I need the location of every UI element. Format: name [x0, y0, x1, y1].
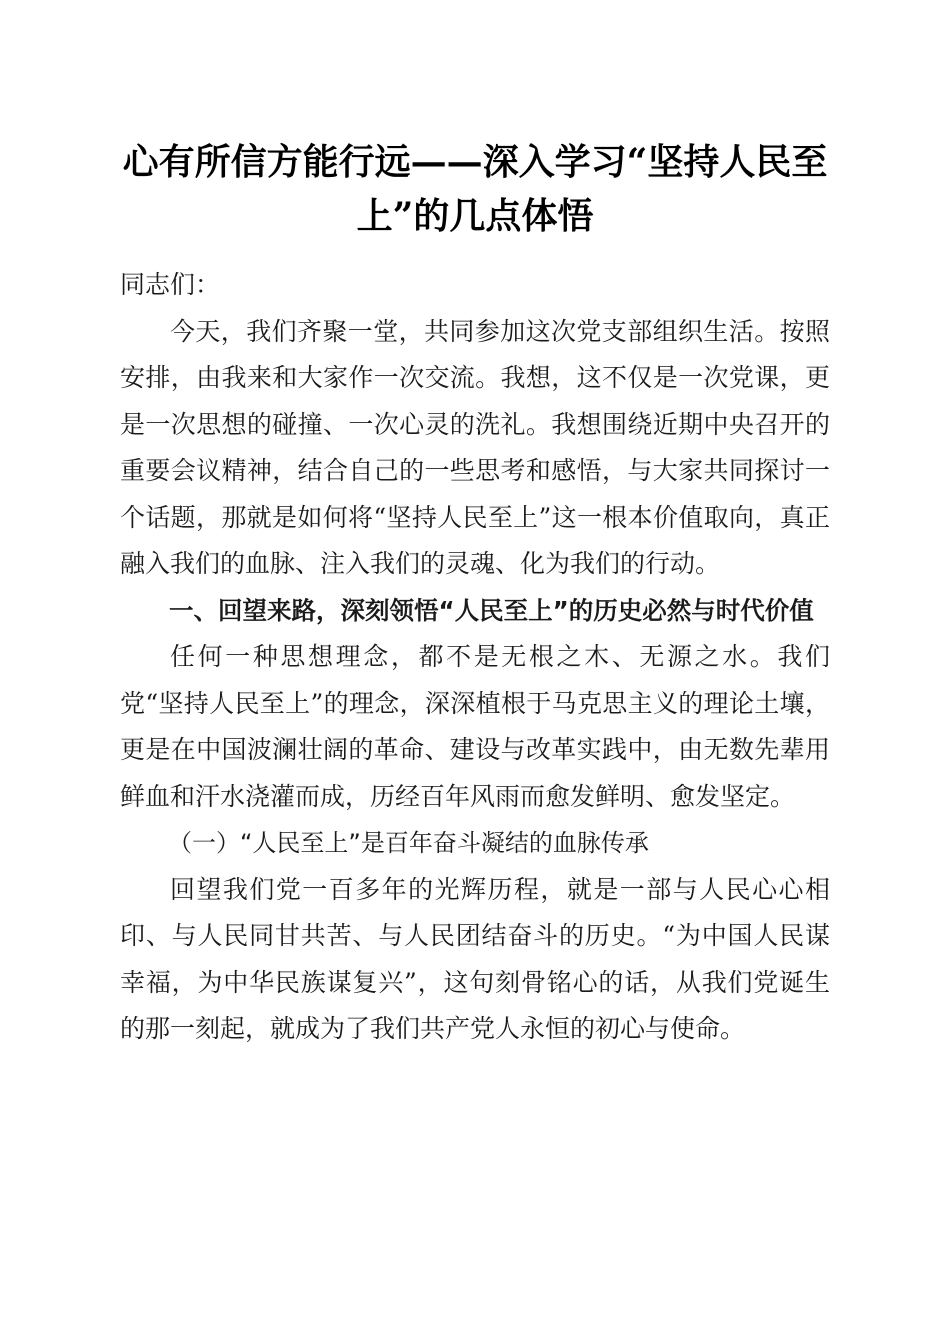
- subsection-1-paragraph: 回望我们党一百多年的光辉历程，就是一部与人民心心相印、与人民同甘共苦、与人民团结奋斗的历史。“为中国人民谋幸福，为中华民族谋复兴”，这句刻骨铭心的话，从我们党诞生的那一刻起，就成为了我们共产党人永恒的初心与使命。: [120, 874, 830, 1043]
- document-body: [120, 250, 830, 1053]
- greeting: 同志们：: [120, 270, 221, 299]
- section-heading-1: 一、回望来路，深刻领悟“人民至上”的历史必然与时代价值: [169, 595, 814, 625]
- section-1-paragraph: 任何一种思想理念，都不是无根之木、无源之水。我们党“坚持人民至上”的理念，深深植根于马克思主义的理论土壤，更是在中国波澜壮阔的革命、建设与改革实践中，由无数先辈用鲜血和汗水浇灌而成，历经百年风雨而愈发鲜明、愈发坚定。: [120, 642, 830, 811]
- document-title: 心有所信方能行远——深入学习“坚持人民至上”的几点体悟: [122, 141, 828, 237]
- intro-paragraph: 今天，我们齐聚一堂，共同参加这次党支部组织生活。按照安排，由我来和大家作一次交流。我想，这不仅是一次党课，更是一次思想的碰撞、一次心灵的洗礼。我想围绕近期中央召开的重要会议精神，结合自己的一些思考和感悟，与大家共同探讨一个话题，那就是如何将“坚持人民至上”这一根本价值取向，真正融入我们的血脉、注入我们的灵魂、化为我们的行动。: [120, 316, 830, 578]
- subsection-heading-1: （一）“人民至上”是百年奋斗凝结的血脉传承: [168, 829, 649, 857]
